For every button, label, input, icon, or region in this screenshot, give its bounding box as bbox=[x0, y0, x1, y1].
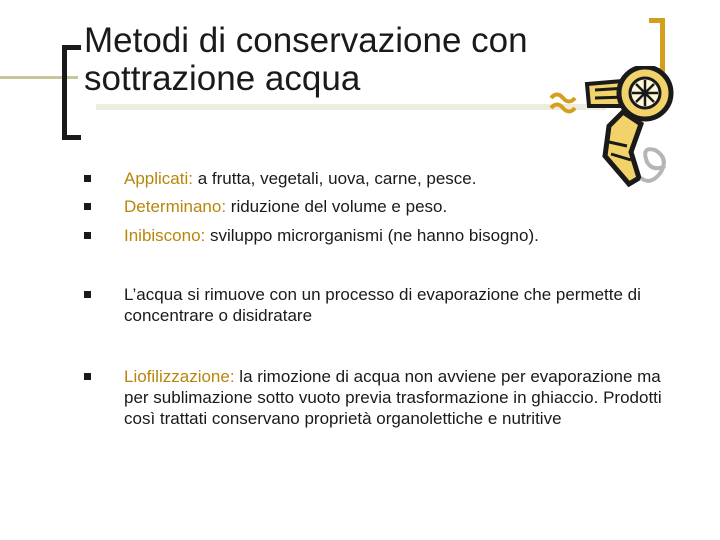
bullet-keyword: Liofilizzazione: bbox=[124, 367, 235, 386]
right-bracket bbox=[649, 18, 665, 73]
bullet-text bbox=[124, 225, 674, 246]
bullet-text bbox=[124, 196, 674, 217]
bullet-text bbox=[124, 366, 674, 429]
bullet-body: a frutta, vegetali, uova, carne, pesce. bbox=[192, 169, 477, 188]
bullet-body: sviluppo microrganismi (ne hanno bisogno). bbox=[205, 226, 539, 245]
bullet-text bbox=[124, 284, 674, 326]
bullet-keyword: Applicati: bbox=[124, 169, 193, 188]
bullet-text bbox=[124, 168, 674, 189]
bullet-marker bbox=[84, 232, 91, 239]
title-line-2: sottrazione acqua bbox=[84, 59, 361, 98]
title-line-1: Metodi di conservazione con bbox=[84, 21, 528, 60]
bullet-body: riduzione del volume e peso. bbox=[226, 197, 448, 216]
bullet-keyword: Inibiscono: bbox=[124, 226, 206, 245]
left-bracket bbox=[62, 45, 81, 140]
bullet-body: la rimozione di acqua non avviene per evaporazione ma per sublimazione sotto vuoto previa trasformazione in ghiaccio. Prodotti così trattati conservano proprietà organolettiche e nutritive bbox=[124, 367, 662, 428]
bullet-marker bbox=[84, 373, 91, 380]
slide-title bbox=[84, 22, 604, 98]
bullet-marker bbox=[84, 203, 91, 210]
bullet-marker bbox=[84, 175, 91, 182]
bullet-marker bbox=[84, 291, 91, 298]
decorative-band-light bbox=[96, 104, 606, 110]
bullet-keyword: Determinano: bbox=[124, 197, 227, 216]
bullet-body: L’acqua si rimuove con un processo di evaporazione che permette di concentrare o disidratare bbox=[124, 285, 641, 325]
